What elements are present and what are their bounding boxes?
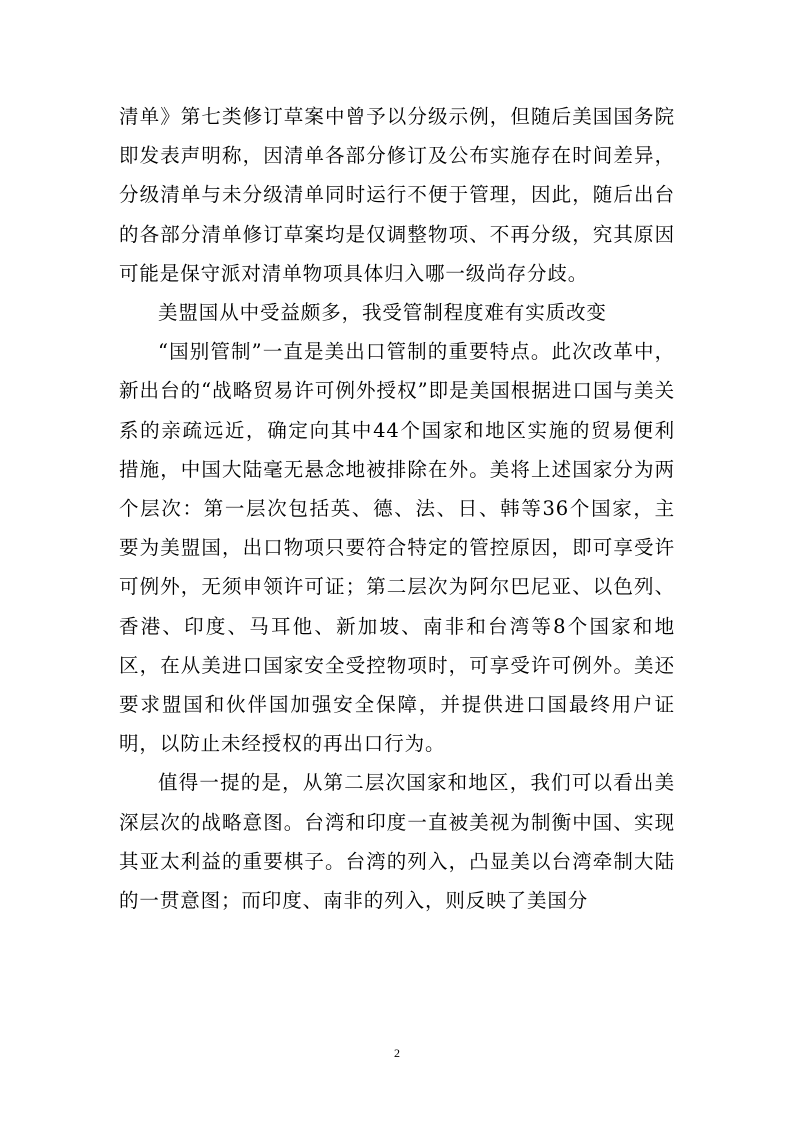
- paragraph-strategic-intent: 值得一提的是，从第二层次国家和地区，我们可以看出美深层次的战略意图。台湾和印度一直被美视为制衡中国、实现其亚太利益的重要棋子。台湾的列入，凸显美以台湾牵制大陆的一贯意图；而印度、南非的列入，则反映了美国分: [119, 771, 675, 913]
- body-text: [119, 97, 675, 920]
- section-heading: 美盟国从中受益颇多，我受管制程度难有实质改变: [158, 301, 607, 325]
- paragraph-country-control: “国别管制”一直是美出口管制的重要特点。此次改革中，新出台的“战略贸易许可例外授权”即是美国根据进口国与美关系的亲疏远近，确定向其中44个国家和地区实施的贸易便利措施，中国大陆毫无悬念地被排除在外。美将上述国家分为两个层次：第一层次包括英、德、法、日、韩等36个国家，主要为美盟国，出口物项只要符合特定的管控原因，即可享受许可例外，无须申领许可证；第二层次为阿尔巴尼亚、以色列、香港、印度、马耳他、新加坡、南非和台湾等8个国家和地区，在从美进口国家安全受控物项时，可享受许可例外。美还要求盟国和伙伴国加强安全保障，并提供进口国最终用户证明，以防止未经授权的再出口行为。: [119, 340, 675, 756]
- page-number: 2: [394, 1046, 400, 1060]
- paragraph-continuation: 清单》第七类修订草案中曾予以分级示例，但随后美国国务院即发表声明称，因清单各部分修订及公布实施存在时间差异，分级清单与未分级清单同时运行不便于管理，因此，随后出台的各部分清单修订草案均是仅调整物项、不再分级，究其原因可能是保守派对清单物项具体归入哪一级尚存分歧。: [119, 105, 675, 285]
